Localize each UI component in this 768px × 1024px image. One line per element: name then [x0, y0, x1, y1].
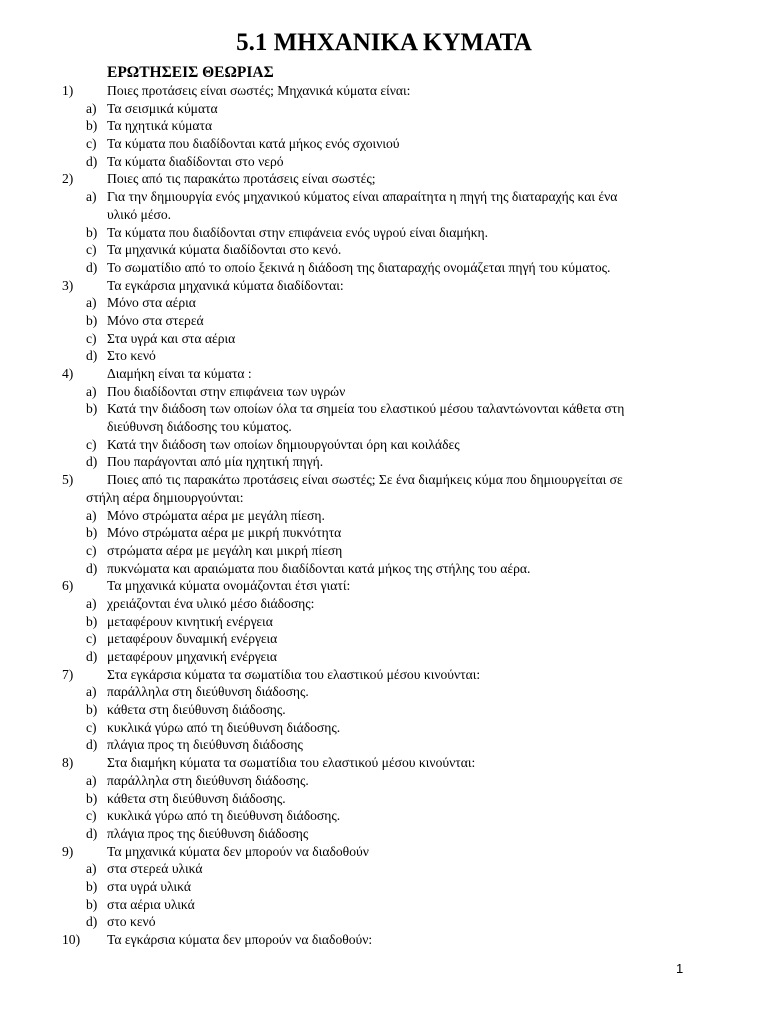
option-line — [0, 436, 768, 454]
question-line — [0, 277, 768, 295]
option-line — [0, 790, 768, 808]
option-text: υλικό μέσο. — [107, 206, 172, 222]
option-text: χρειάζονται ένα υλικό μέσο διάδοσης: — [107, 595, 315, 611]
option-letter: b) — [86, 702, 98, 718]
option-line — [0, 347, 768, 365]
option-line — [0, 117, 768, 135]
option-text: Το σωματίδιο από το οποίο ξεκινά η διάδοση της διαταραχής ονομάζεται πηγή του κύματος. — [107, 259, 611, 275]
question-number: 2) — [62, 171, 74, 187]
option-letter: d) — [86, 560, 98, 576]
question-text: Ποιες προτάσεις είναι σωστές; Μηχανικά κύματα είναι: — [107, 83, 411, 98]
question-text: Στα εγκάρσια κύματα τα σωματίδια του ελαστικού μέσου κινούνται: — [107, 666, 481, 682]
option-line — [0, 701, 768, 719]
option-letter: a) — [86, 100, 97, 116]
option-letter: c) — [86, 808, 97, 824]
option-line — [0, 736, 768, 754]
option-line — [0, 825, 768, 843]
option-line — [0, 683, 768, 701]
option-text: Τα κύματα διαδίδονται στο νερό — [107, 153, 284, 169]
option-line — [0, 542, 768, 560]
option-text: Στα υγρά και στα αέρια — [107, 330, 236, 346]
question-line — [0, 365, 768, 383]
option-letter: b) — [86, 896, 98, 912]
option-line — [0, 719, 768, 737]
question-line — [0, 82, 768, 100]
option-letter: c) — [86, 631, 97, 647]
option-line — [0, 613, 768, 631]
option-continuation-line — [0, 418, 768, 436]
option-text: Τα κύματα που διαδίδονται στην επιφάνεια ενός υγρού είναι διαμήκη. — [107, 224, 489, 240]
option-text: μεταφέρουν δυναμική ενέργεια — [107, 631, 278, 647]
option-line — [0, 630, 768, 648]
option-line — [0, 383, 768, 401]
question-line — [0, 666, 768, 684]
option-letter: a) — [86, 383, 97, 399]
option-continuation-line — [0, 206, 768, 224]
option-letter: b) — [86, 401, 98, 417]
option-letter: a) — [86, 861, 97, 877]
option-letter: d) — [86, 649, 98, 664]
question-line — [0, 931, 768, 949]
option-line — [0, 241, 768, 259]
option-text: πλάγια προς τη διεύθυνση διάδοσης — [107, 737, 303, 753]
option-line — [0, 896, 768, 914]
option-letter: c) — [86, 136, 97, 152]
option-letter: a) — [86, 684, 97, 700]
question-line — [0, 843, 768, 861]
option-text: Τα σεισμικά κύματα — [107, 100, 218, 116]
option-letter: b) — [86, 224, 98, 240]
option-letter: b) — [86, 878, 98, 894]
option-text: κάθετα στη διεύθυνση διάδοσης. — [107, 702, 286, 718]
option-text: Τα μηχανικά κύματα διαδίδονται στο κενό. — [107, 242, 342, 258]
option-text: μεταφέρουν κινητική ενέργεια — [107, 613, 273, 629]
option-letter: a) — [86, 507, 97, 523]
question-number: 10) — [62, 932, 81, 947]
question-text: Διαμήκη είναι τα κύματα : — [107, 366, 252, 381]
option-letter: d) — [86, 914, 98, 930]
option-line — [0, 312, 768, 330]
option-text: Μόνο στα στερεά — [107, 312, 204, 328]
option-letter: d) — [86, 825, 98, 841]
option-letter: c) — [86, 719, 97, 735]
option-text: Που παράγονται από μία ηχητική πηγή. — [107, 454, 324, 470]
question-number: 7) — [62, 666, 74, 682]
question-number: 5) — [62, 472, 74, 488]
option-line — [0, 507, 768, 525]
option-line — [0, 524, 768, 542]
option-line — [0, 860, 768, 878]
option-text: Μόνο στρώματα αέρα με μεγάλη πίεση. — [107, 507, 325, 523]
question-number: 8) — [62, 755, 74, 771]
option-letter: d) — [86, 348, 98, 364]
option-text: στα υγρά υλικά — [107, 878, 192, 894]
question-number: 4) — [62, 366, 74, 381]
option-letter: c) — [86, 330, 97, 346]
option-letter: a) — [86, 772, 97, 788]
option-letter: b) — [86, 312, 98, 328]
option-line — [0, 400, 768, 418]
question-line — [0, 170, 768, 188]
option-letter: b) — [86, 613, 98, 629]
question-text: στήλη αέρα δημιουργούνται: — [86, 489, 244, 505]
option-text: κυκλικά γύρω από τη διεύθυνση διάδοσης. — [107, 808, 341, 824]
question-number: 3) — [62, 277, 74, 293]
page-title: 5.1 ΜΗΧΑΝΙΚΑ ΚΥΜΑΤΑ — [236, 29, 532, 56]
question-text: Τα μηχανικά κύματα ονομάζονται έτσι γιατί: — [107, 578, 351, 594]
option-text: Κατά την διάδοση των οποίων όλα τα σημεία του ελαστικού μέσου ταλαντώνονται κάθετα στη — [107, 401, 625, 417]
option-text: στο κενό — [107, 914, 156, 930]
option-line — [0, 224, 768, 242]
option-text: Για την δημιουργία ενός μηχανικού κύματος είναι απαραίτητα η πηγή της διαταραχής και ένα — [107, 189, 618, 205]
option-line — [0, 259, 768, 277]
option-letter: d) — [86, 737, 98, 753]
question-number: 6) — [62, 578, 74, 594]
option-text: μεταφέρουν μηχανική ενέργεια — [107, 649, 278, 664]
option-text: στα στερεά υλικά — [107, 861, 203, 877]
option-line — [0, 153, 768, 171]
question-text: Ποιες από τις παρακάτω προτάσεις είναι σωστές; Σε ένα διαμήκεις κύμα που δημιουργείται σε — [107, 472, 623, 488]
option-text: διεύθυνση διάδοσης του κύματος. — [107, 419, 292, 435]
option-line — [0, 595, 768, 613]
option-text: Που διαδίδονται στην επιφάνεια των υγρών — [107, 383, 346, 399]
question-line — [0, 754, 768, 772]
option-letter: a) — [86, 189, 97, 205]
option-line — [0, 807, 768, 825]
question-line — [0, 577, 768, 595]
option-letter: b) — [86, 118, 98, 134]
option-line — [0, 648, 768, 666]
option-text: στρώματα αέρα με μεγάλη και μικρή πίεση — [107, 542, 343, 558]
option-line — [0, 913, 768, 931]
option-letter: c) — [86, 542, 97, 558]
option-text: Τα κύματα που διαδίδονται κατά μήκος ενός σχοινιού — [107, 136, 400, 152]
question-text: Τα εγκάρσια κύματα δεν μπορούν να διαδοθούν: — [107, 932, 373, 947]
question-text: Στα διαμήκη κύματα τα σωματίδια του ελαστικού μέσου κινούνται: — [107, 755, 476, 771]
question-number: 9) — [62, 843, 74, 859]
option-text: παράλληλα στη διεύθυνση διάδοσης. — [107, 772, 309, 788]
option-text: Μόνο στρώματα αέρα με μικρή πυκνότητα — [107, 525, 342, 541]
question-number: 1) — [62, 83, 74, 98]
option-line — [0, 294, 768, 312]
option-letter: d) — [86, 259, 98, 275]
option-text: Στο κενό — [107, 348, 156, 364]
option-line — [0, 135, 768, 153]
option-text: κάθετα στη διεύθυνση διάδοσης. — [107, 790, 286, 806]
option-text: στα αέρια υλικά — [107, 896, 195, 912]
option-text: κυκλικά γύρω από τη διεύθυνση διάδοσης. — [107, 719, 341, 735]
question-text: Τα εγκάρσια μηχανικά κύματα διαδίδονται: — [107, 277, 344, 293]
option-line — [0, 188, 768, 206]
option-text: πλάγια προς της διεύθυνση διάδοσης — [107, 825, 309, 841]
question-continuation-line — [0, 489, 768, 507]
question-list — [0, 82, 768, 949]
question-line — [0, 471, 768, 489]
option-letter: c) — [86, 436, 97, 452]
option-line — [0, 100, 768, 118]
option-line — [0, 772, 768, 790]
option-text: Κατά την διάδοση των οποίων δημιουργούνται όρη και κοιλάδες — [107, 436, 460, 452]
option-letter: d) — [86, 153, 98, 169]
option-text: Τα ηχητικά κύματα — [107, 118, 213, 134]
option-text: παράλληλα στη διεύθυνση διάδοσης. — [107, 684, 309, 700]
option-line — [0, 560, 768, 578]
question-text: Ποιες από τις παρακάτω προτάσεις είναι σωστές; — [107, 171, 376, 187]
option-letter: c) — [86, 242, 97, 258]
option-text: Μόνο στα αέρια — [107, 295, 196, 311]
option-letter: b) — [86, 790, 98, 806]
option-line — [0, 330, 768, 348]
option-line — [0, 878, 768, 896]
option-letter: b) — [86, 525, 98, 541]
question-text: Τα μηχανικά κύματα δεν μπορούν να διαδοθούν — [107, 843, 369, 859]
option-letter: a) — [86, 295, 97, 311]
option-text: πυκνώματα και αραιώματα που διαδίδονται κατά μήκος της στήλης του αέρα. — [107, 560, 531, 576]
section-heading: ΕΡΩΤΗΣΕΙΣ ΘΕΩΡΙΑΣ — [107, 64, 274, 81]
option-line — [0, 453, 768, 471]
option-letter: a) — [86, 595, 97, 611]
option-letter: d) — [86, 454, 98, 470]
page-number: 1 — [676, 961, 684, 976]
